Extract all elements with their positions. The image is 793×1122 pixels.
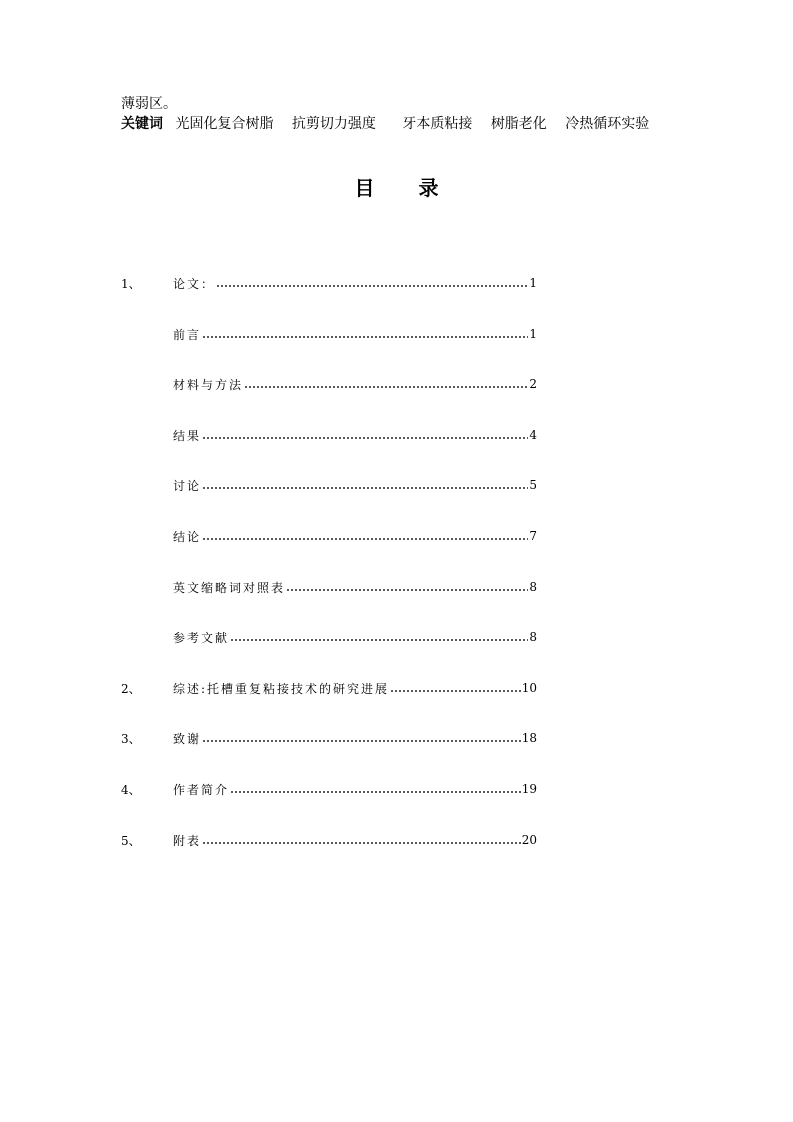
toc-entry [0, 375, 793, 393]
keyword-item: 牙本质粘接 [402, 116, 473, 132]
toc-entry-line [173, 477, 537, 494]
toc-entry [0, 679, 793, 697]
toc-page-number: 7 [529, 529, 537, 543]
toc-entry [0, 780, 793, 798]
toc-entry-title: 附表 [173, 833, 202, 848]
toc-dot-leader [202, 529, 528, 543]
keyword-item: 光固化复合树脂 [175, 116, 274, 132]
toc-entry [0, 628, 793, 646]
toc-entry-title: 致谢 [173, 731, 202, 746]
toc-dot-leader [202, 731, 521, 745]
toc-entry-title: 材料与方法 [173, 377, 244, 392]
toc-entry-number: 3、 [121, 731, 141, 746]
intro-text: 薄弱区。 [121, 96, 177, 112]
toc-entry-number: 4、 [121, 782, 141, 797]
toc-dot-leader [230, 782, 521, 796]
toc-dot-leader [244, 377, 528, 391]
toc-dot-leader [216, 276, 528, 290]
toc-entry-title: 作者简介 [173, 782, 230, 797]
toc-page-number: 20 [521, 833, 537, 847]
toc-entry-title: 结果 [173, 428, 202, 443]
toc-entry [0, 729, 793, 747]
keywords-label: 关键词 [121, 116, 163, 132]
toc-entry-number: 1、 [121, 276, 141, 291]
toc-entry-line [173, 680, 537, 697]
toc-page-number: 2 [529, 377, 537, 391]
toc-entry-title: 论文： [173, 276, 216, 291]
toc-entry-number: 5、 [121, 833, 141, 848]
toc-entry-line [173, 832, 537, 849]
toc-page-number: 18 [521, 731, 537, 745]
toc-entry [0, 476, 793, 494]
toc-entry-line [173, 326, 537, 343]
toc-dot-leader [230, 630, 528, 644]
toc-page-number: 5 [529, 478, 537, 492]
toc-entry [0, 426, 793, 444]
toc-page-number: 19 [521, 782, 537, 796]
toc-entry-title: 参考文献 [173, 630, 230, 645]
toc-dot-leader [390, 681, 521, 695]
toc-entry-title: 英文缩略词对照表 [173, 580, 286, 595]
toc-dot-leader [202, 428, 528, 442]
toc-entry [0, 527, 793, 545]
toc-title: 目录 [354, 176, 483, 200]
toc-page-number: 4 [529, 428, 537, 442]
keyword-item: 树脂老化 [490, 116, 547, 132]
toc-entry-line [173, 427, 537, 444]
toc-entry-line [173, 781, 537, 798]
toc-entry-line [173, 730, 537, 747]
toc-page-number: 10 [521, 681, 537, 695]
toc-entry [0, 831, 793, 849]
toc-entry-title: 结论 [173, 529, 202, 544]
toc-page-number: 1 [529, 276, 537, 290]
toc-entry [0, 325, 793, 343]
toc-dot-leader [202, 833, 521, 847]
toc-entry-line [173, 275, 537, 292]
toc-entry-line [173, 376, 537, 393]
toc-entry [0, 274, 793, 292]
toc-entry [0, 578, 793, 596]
toc-dot-leader [202, 327, 528, 341]
toc-entry-title: 讨论 [173, 478, 202, 493]
toc-page-number: 8 [529, 630, 537, 644]
toc-entry-line [173, 629, 537, 646]
toc-entry-number: 2、 [121, 681, 141, 696]
toc-entry-title: 综述:托槽重复粘接技术的研究进展 [173, 681, 390, 696]
toc-page-number: 8 [529, 580, 537, 594]
toc-entry-line [173, 579, 537, 596]
toc-page-number: 1 [529, 327, 537, 341]
toc-dot-leader [286, 580, 528, 594]
toc-entry-title: 前言 [173, 327, 202, 342]
toc-entry-line [173, 528, 537, 545]
keyword-item: 冷热循环实验 [565, 116, 650, 132]
keyword-item: 抗剪切力强度 [291, 116, 376, 132]
toc-dot-leader [202, 478, 528, 492]
